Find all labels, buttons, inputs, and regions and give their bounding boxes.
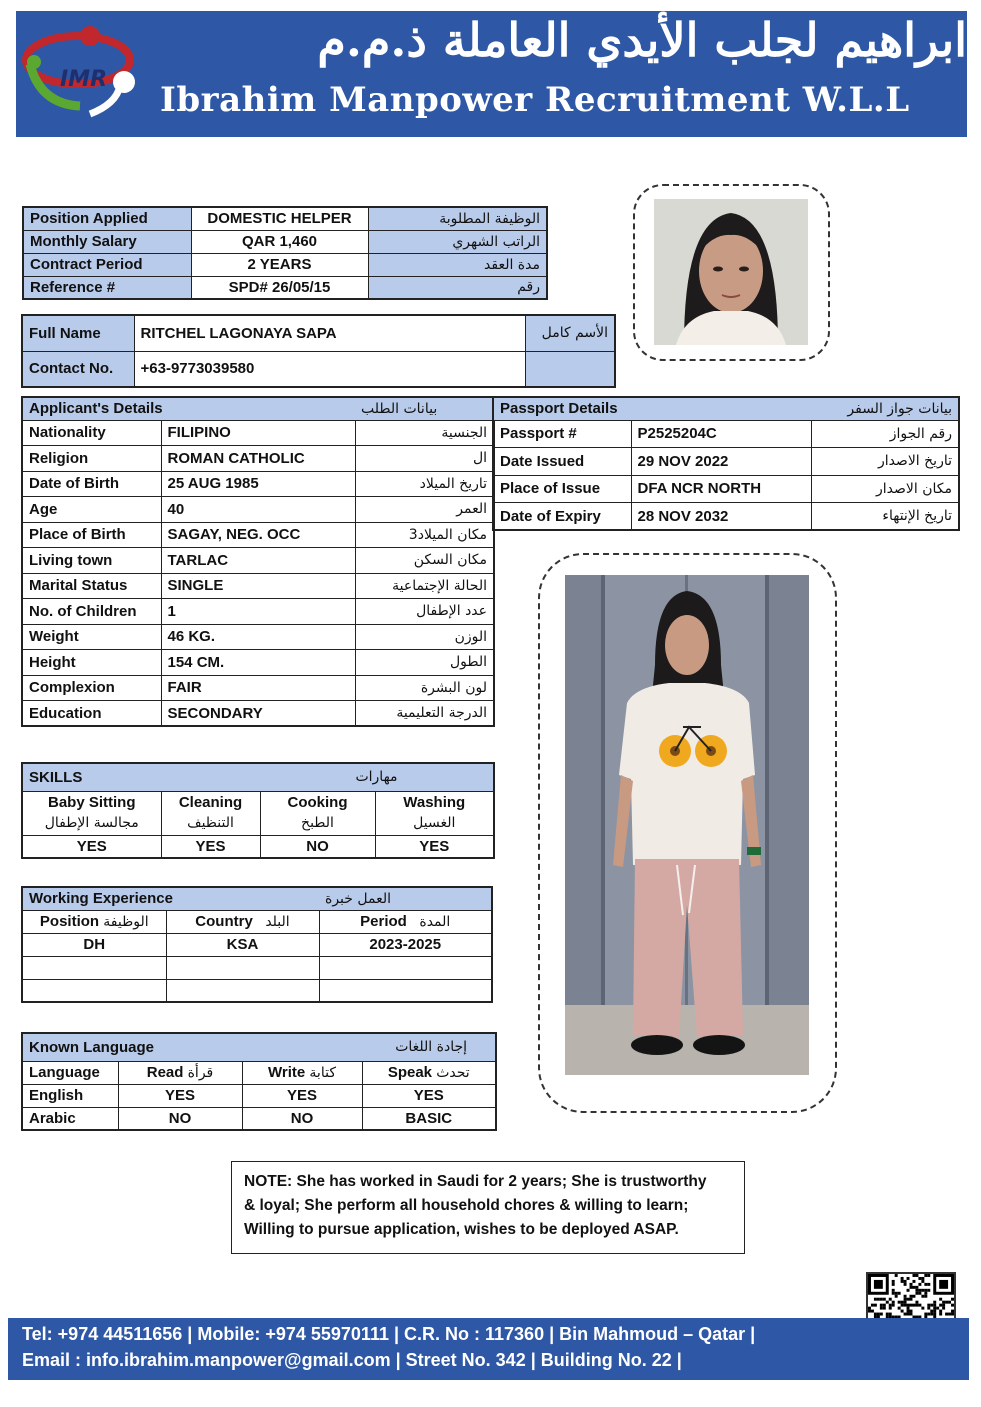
skill-name-ar: الغسيل [413, 815, 456, 831]
contract-value: 2 YEARS [191, 253, 368, 276]
applicant-detail-value: SAGAY, NEG. OCC [161, 522, 355, 548]
passport-detail-value: 29 NOV 2022 [631, 448, 811, 476]
table-row [493, 420, 959, 448]
table-row [493, 503, 959, 531]
table-row [22, 650, 494, 676]
column-header-ar: المدة [419, 914, 451, 930]
skill-name-ar: التنظيف [187, 815, 234, 831]
experience-col-position [22, 910, 166, 933]
language-read: NO [118, 1107, 242, 1130]
language-col-language [22, 1061, 118, 1084]
passport-detail-label-ar: رقم الجواز [811, 420, 959, 448]
salary-label: Monthly Salary [23, 230, 191, 253]
note-line: & loyal; She perform all household chores & willing to learn; [244, 1197, 689, 1214]
passport-detail-label-ar: تاريخ الإنتهاء [811, 503, 959, 531]
experience-title-ar: العمل خبرة [319, 887, 492, 910]
language-speak: YES [362, 1084, 496, 1107]
experience-title: Working Experience [22, 887, 319, 910]
experience-country: KSA [166, 933, 319, 956]
applicant-detail-label-ar: عدد الإطفال [355, 599, 494, 625]
language-write: YES [242, 1084, 362, 1107]
table-row [22, 933, 492, 956]
table-row [22, 548, 494, 574]
table-row [22, 1107, 496, 1130]
applicant-detail-label-ar: الدرجة التعليمية [355, 701, 494, 727]
skill-value: YES [161, 835, 260, 858]
skills-title-ar: مهارات [260, 763, 494, 791]
applicant-detail-label: No. of Children [22, 599, 161, 625]
contract-label: Contract Period [23, 253, 191, 276]
applicant-note [231, 1161, 745, 1254]
experience-col-period [319, 910, 492, 933]
applicant-detail-value: 1 [161, 599, 355, 625]
skills-values-row [22, 835, 494, 858]
column-header: Country [195, 913, 253, 930]
language-col-write [242, 1061, 362, 1084]
table-row [22, 522, 494, 548]
applicant-detail-value: FAIR [161, 675, 355, 701]
applicant-detail-label: Marital Status [22, 573, 161, 599]
table-row [22, 446, 494, 472]
experience-period: 2023-2025 [319, 933, 492, 956]
language-name: Arabic [22, 1107, 118, 1130]
skill-cooking [260, 791, 375, 835]
footer-email-line: Email : info.ibrahim.manpower@gmail.com | Street No. 342 | Building No. 22 | [22, 1350, 682, 1370]
applicant-detail-label-ar: تاريخ الميلاد [355, 471, 494, 497]
applicant-detail-label: Nationality [22, 420, 161, 446]
passport-details-title: Passport Details [493, 397, 811, 420]
skill-value: YES [375, 835, 494, 858]
contact-footer [8, 1318, 969, 1380]
applicant-detail-label: Weight [22, 624, 161, 650]
passport-detail-label: Date Issued [493, 448, 631, 476]
skill-name: Baby Sitting [47, 794, 136, 811]
note-line: Willing to pursue application, wishes to be deployed ASAP. [244, 1221, 679, 1238]
passport-detail-value: P2525204C [631, 420, 811, 448]
skill-baby-sitting [22, 791, 161, 835]
skill-cleaning [161, 791, 260, 835]
applicant-detail-value: 40 [161, 497, 355, 523]
column-header: Write [268, 1064, 306, 1081]
column-header: Period [360, 913, 407, 930]
skills-title: SKILLS [22, 763, 260, 791]
table-header-row [493, 397, 959, 420]
applicant-detail-label: Height [22, 650, 161, 676]
reference-value: SPD# 26/05/15 [191, 276, 368, 299]
table-row [22, 420, 494, 446]
position-label: Position Applied [23, 207, 191, 230]
passport-detail-label-ar: مكان الاصدار [811, 475, 959, 503]
salary-label-ar: الراتب الشهري [368, 230, 547, 253]
applicant-detail-value: SINGLE [161, 573, 355, 599]
table-row [493, 448, 959, 476]
skill-washing [375, 791, 494, 835]
table-row [22, 573, 494, 599]
full-name-label: Full Name [22, 315, 134, 351]
note-line: NOTE: She has worked in Saudi for 2 years; She is trustworthy [244, 1173, 707, 1190]
passport-details-table [492, 396, 960, 531]
applicant-full-body-photo [565, 575, 809, 1075]
applicant-detail-label-ar: الطول [355, 650, 494, 676]
applicant-detail-value: 46 KG. [161, 624, 355, 650]
table-header-row [22, 887, 492, 910]
company-name-english: Ibrahim Manpower Recruitment W.L.L [160, 80, 910, 120]
table-row [22, 351, 615, 387]
skill-value: NO [260, 835, 375, 858]
reference-label: Reference # [23, 276, 191, 299]
column-header-ar: كتابة [309, 1065, 336, 1081]
language-name: English [22, 1084, 118, 1107]
column-header: Position [39, 913, 100, 930]
language-title: Known Language [22, 1033, 242, 1061]
passport-details-title-ar: بيانات جواز السفر [811, 397, 959, 420]
applicant-headshot-photo [654, 199, 808, 345]
applicant-details-title-ar: بيانات الطلب [355, 397, 494, 420]
applicant-detail-value: 25 AUG 1985 [161, 471, 355, 497]
applicant-detail-label: Living town [22, 548, 161, 574]
column-header: Language [29, 1064, 100, 1081]
applicant-detail-label: Education [22, 701, 161, 727]
contact-label: Contact No. [22, 351, 134, 387]
table-row [22, 315, 615, 351]
applicant-detail-label: Religion [22, 446, 161, 472]
applicant-detail-value: TARLAC [161, 548, 355, 574]
applicant-detail-value: 154 CM. [161, 650, 355, 676]
applicant-detail-value: SECONDARY [161, 701, 355, 727]
contact-value: +63-9773039580 [134, 351, 525, 387]
applicant-details-table [21, 396, 495, 727]
logo-text: IMR [60, 67, 108, 92]
column-header-ar: الوظيفة [103, 914, 149, 930]
table-row-empty [22, 956, 492, 979]
language-read: YES [118, 1084, 242, 1107]
skill-value: YES [22, 835, 161, 858]
language-title-ar: إجادة اللغات [242, 1033, 496, 1061]
applicant-detail-label: Complexion [22, 675, 161, 701]
table-row [493, 475, 959, 503]
skill-name-ar: مجالسة الإطفال [44, 815, 139, 831]
passport-detail-label: Place of Issue [493, 475, 631, 503]
skill-name: Cleaning [178, 794, 243, 811]
column-header-ar: تحدث [436, 1065, 470, 1081]
passport-detail-label: Passport # [493, 420, 631, 448]
table-row [22, 1084, 496, 1107]
experience-position: DH [22, 933, 166, 956]
applicant-detail-label-ar: الوزن [355, 624, 494, 650]
table-row [22, 701, 494, 727]
applicant-detail-label-ar: مكان الميلاد3 [355, 522, 494, 548]
applicant-details-title: Applicant's Details [22, 397, 355, 420]
table-row [22, 624, 494, 650]
passport-detail-value: DFA NCR NORTH [631, 475, 811, 503]
table-row-empty [22, 979, 492, 1002]
table-header-row [22, 397, 494, 420]
applicant-detail-label-ar: العمر [355, 497, 494, 523]
contract-label-ar: مدة العقد [368, 253, 547, 276]
table-row [22, 599, 494, 625]
table-row [23, 207, 547, 230]
applicant-detail-label-ar: ال [355, 446, 494, 472]
language-speak: BASIC [362, 1107, 496, 1130]
applicant-detail-label-ar: الجنسية [355, 420, 494, 446]
applicant-detail-label-ar: الحالة الإجتماعية [355, 573, 494, 599]
applicant-detail-label: Place of Birth [22, 522, 161, 548]
table-row [23, 276, 547, 299]
language-col-read [118, 1061, 242, 1084]
table-row [22, 675, 494, 701]
company-logo [20, 24, 142, 120]
applicant-detail-label: Age [22, 497, 161, 523]
passport-detail-label-ar: تاريخ الاصدار [811, 448, 959, 476]
table-row [23, 230, 547, 253]
skill-name: Washing [403, 794, 466, 811]
skill-name-ar: الطبخ [301, 815, 334, 831]
table-row [22, 471, 494, 497]
salary-value: QAR 1,460 [191, 230, 368, 253]
skills-names-row [22, 791, 494, 835]
table-header-row [22, 763, 494, 791]
column-header: Speak [387, 1064, 433, 1081]
applicant-detail-value: FILIPINO [161, 420, 355, 446]
language-write: NO [242, 1107, 362, 1130]
experience-header-row [22, 910, 492, 933]
table-row [22, 497, 494, 523]
working-experience-table [21, 886, 493, 1003]
identity-table [21, 314, 616, 388]
column-header-ar: قرأة [187, 1065, 214, 1081]
full-name-label-ar: الأسم كامل [525, 315, 615, 351]
known-language-table [21, 1032, 497, 1131]
experience-col-country [166, 910, 319, 933]
applicant-detail-label-ar: مكان السكن [355, 548, 494, 574]
applicant-detail-label: Date of Birth [22, 471, 161, 497]
passport-detail-label: Date of Expiry [493, 503, 631, 531]
reference-label-ar: رقم [368, 276, 547, 299]
language-col-speak [362, 1061, 496, 1084]
passport-detail-value: 28 NOV 2032 [631, 503, 811, 531]
table-header-row [22, 1033, 496, 1061]
table-row [23, 253, 547, 276]
company-name-arabic: ابراهيم لجلب الأيدي العاملة ذ.م.م [317, 13, 967, 67]
position-label-ar: الوظيفة المطلوبة [368, 207, 547, 230]
language-header-row [22, 1061, 496, 1084]
column-header: Read [146, 1064, 184, 1081]
skill-name: Cooking [287, 794, 348, 811]
footer-phone-line: Tel: +974 44511656 | Mobile: +974 55970111 | C.R. No : 117360 | Bin Mahmoud – Qatar | [22, 1324, 756, 1344]
column-header-ar: البلد [265, 914, 290, 930]
applicant-detail-label-ar: لون البشرة [355, 675, 494, 701]
full-name-value: RITCHEL LAGONAYA SAPA [134, 315, 525, 351]
skills-table [21, 762, 495, 859]
position-value: DOMESTIC HELPER [191, 207, 368, 230]
contact-label-ar-empty [525, 351, 615, 387]
applicant-detail-value: ROMAN CATHOLIC [161, 446, 355, 472]
position-table [22, 206, 548, 300]
